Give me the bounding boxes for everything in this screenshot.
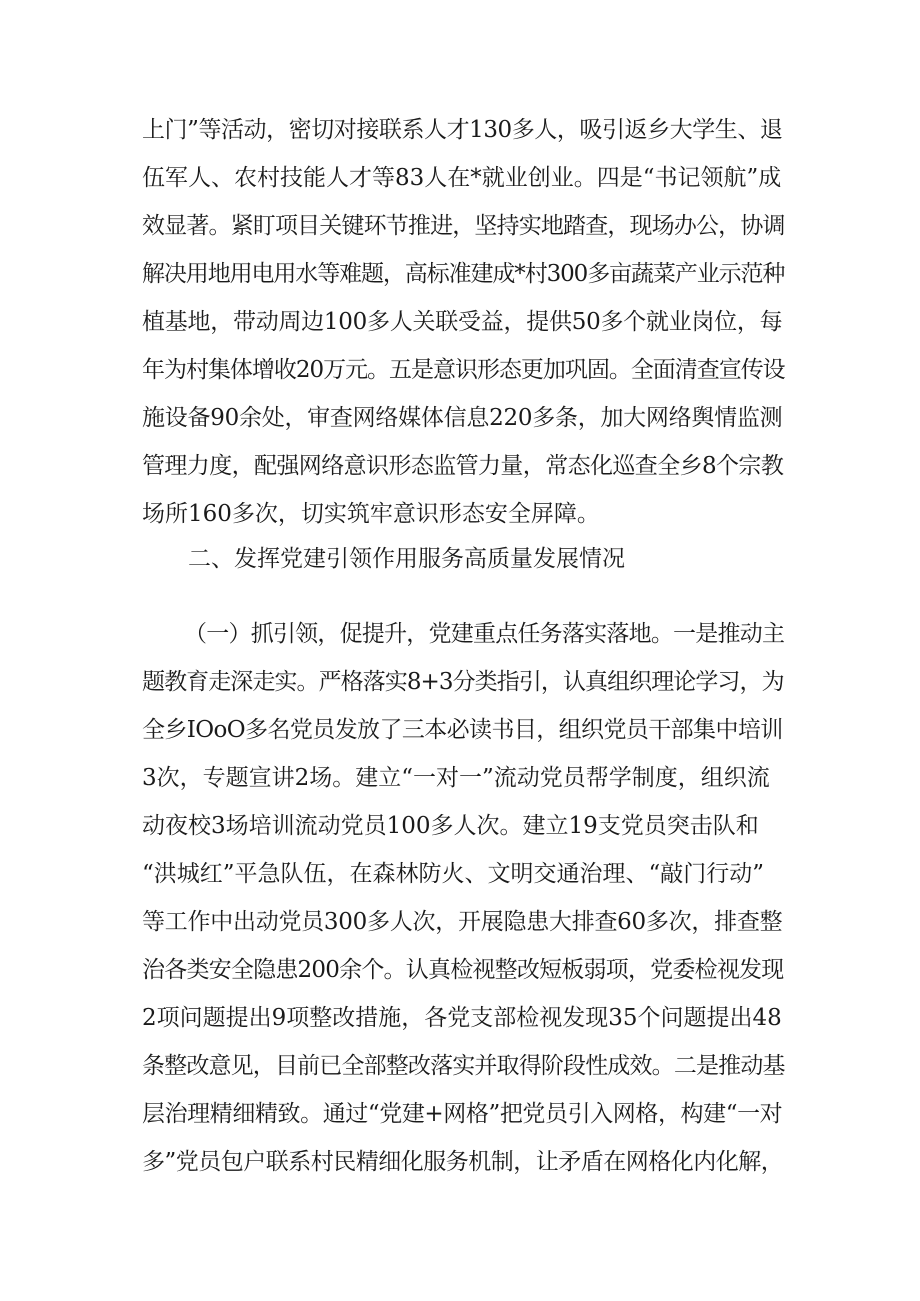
paragraph-line: 多”党员包户联系村民精细化服务机制，让矛盾在网格化内化解， (142, 1149, 784, 1175)
section-heading-block (188, 535, 828, 583)
paragraph-line: 场所160多次，切实筑牢意识形态安全屏障。 (142, 501, 600, 527)
paragraph-line: “洪城红”平急队伍，在森林防火、文明交通治理、“敲门行动” (142, 861, 765, 887)
paragraph-line: 治各类安全隐患200余个。认真检视整改短板弱项，党委检视发现 (142, 957, 784, 983)
paragraph-line: 题教育走深走实。严格落实8+3分类指引，认真组织理论学习，为 (142, 669, 784, 695)
paragraph-line: 上门”等活动，密切对接联系人才130多人，吸引返乡大学生、退 (142, 117, 783, 143)
paragraph-line: 施设备90余处，审查网络媒体信息220多条，加大网络舆情监测 (142, 405, 783, 431)
paragraph-line: 2项问题提出9项整改措施，各党支部检视发现35个问题提出48 (142, 1005, 782, 1031)
paragraph-line: （一）抓引领，促提升，党建重点任务落实落地。一是推动主 (184, 621, 785, 647)
paragraph-line: 动夜校3场培训流动党员100多人次。建立19支党员突击队和 (142, 813, 759, 839)
paragraph-line: 层治理精细精致。通过“党建+网格”把党员引入网格，构建“一对 (142, 1101, 783, 1127)
paragraph-line: 效显著。紧盯项目关键环节推进，坚持实地踏查，现场办公，协调 (142, 213, 785, 239)
paragraph-line: 伍军人、农村技能人才等83人在*就业创业。四是“书记领航”成 (142, 165, 782, 191)
paragraph-line: 3次，专题宣讲2场。建立“一对一”流动党员帮学制度，组织流 (142, 765, 770, 791)
paragraph-line: 等工作中出动党员300多人次，开展隐患大排查60多次，排查整 (142, 909, 783, 935)
section-heading: 二、发挥党建引领作用服务高质量发展情况 (188, 546, 625, 572)
paragraph-line: 条整改意见，目前已全部整改落实并取得阶段性成效。二是推动基 (142, 1053, 785, 1079)
paragraph-1 (142, 106, 785, 538)
paragraph-line: 植基地，带动周边100多人关联受益，提供50多个就业岗位，每 (142, 309, 783, 335)
paragraph-line: 年为村集体增收20万元。五是意识形态更加巩固。全面清查宣传设 (142, 357, 785, 383)
paragraph-line: 管理力度，配强网络意识形态监管力量，常态化巡查全乡8个宗教 (142, 453, 784, 479)
paragraph-2 (142, 610, 785, 1186)
paragraph-line: 解决用地用电用水等难题，高标准建成*村300多亩蔬菜产业示范种 (142, 261, 785, 287)
paragraph-line: 全乡IOoO多名党员发放了三本必读书目，组织党员干部集中培训 (142, 717, 783, 743)
